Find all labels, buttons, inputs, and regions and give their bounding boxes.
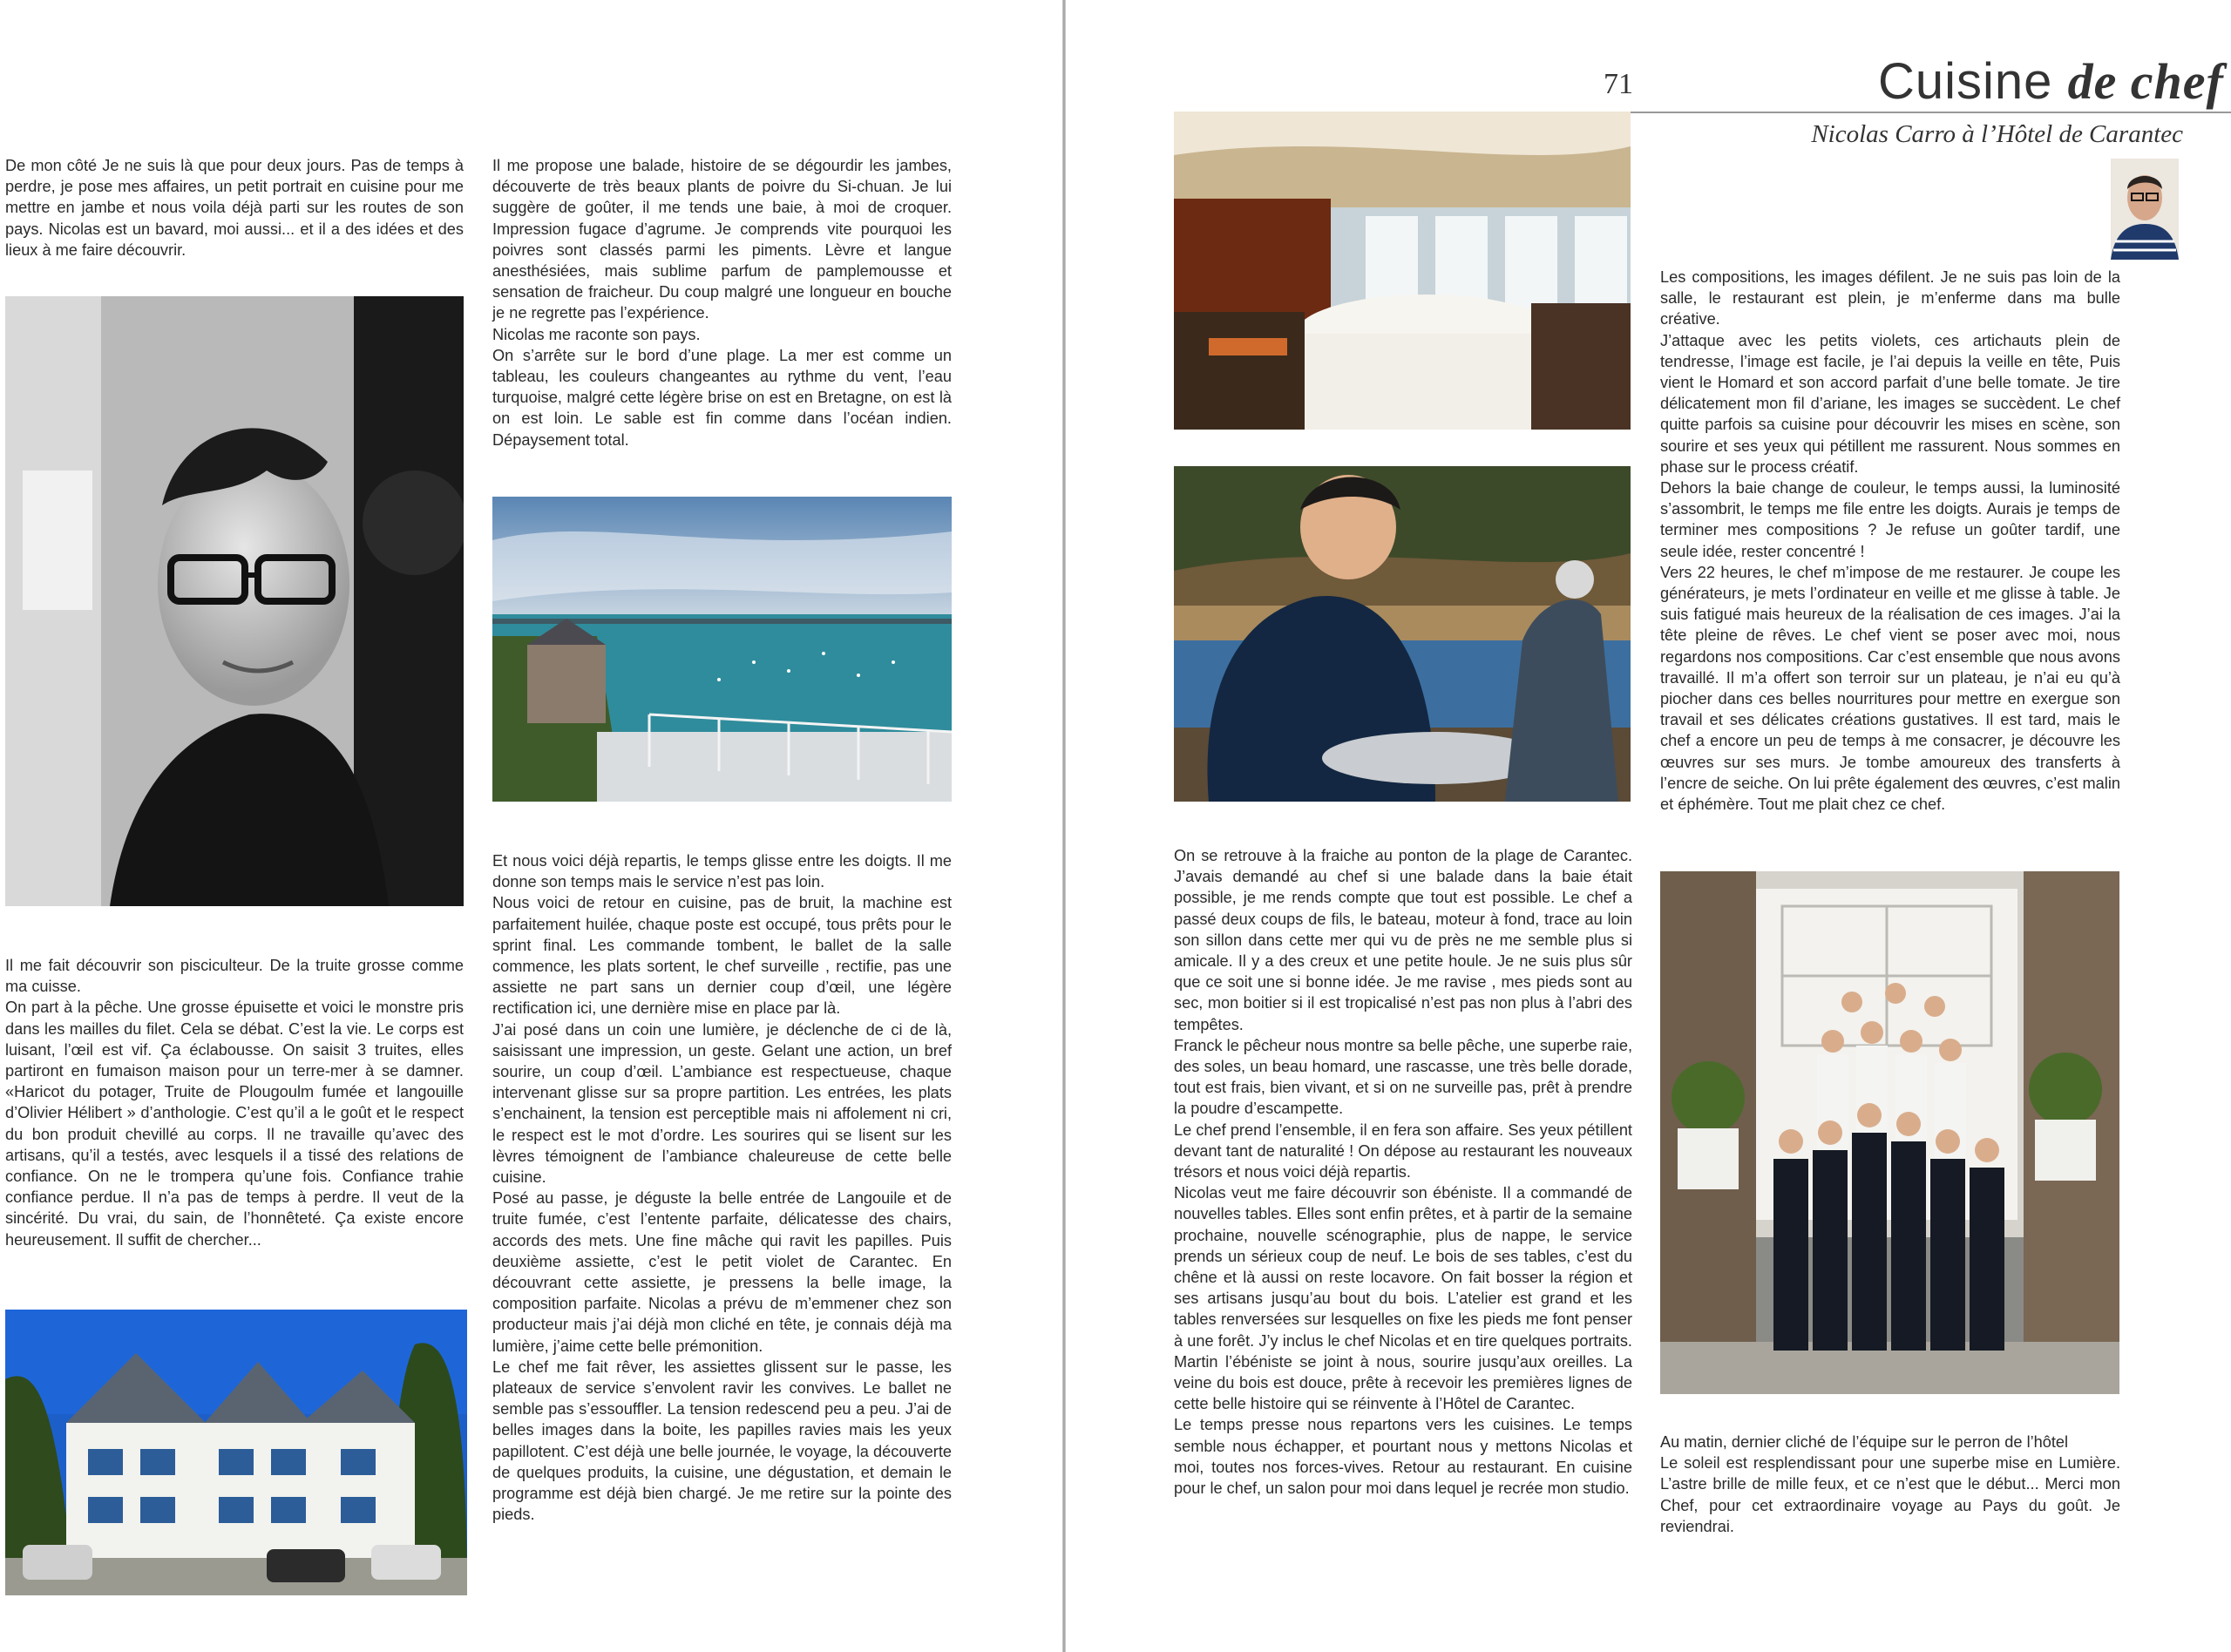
team-photo [1660,871,2119,1394]
paragraph: Posé au passe, je déguste la belle entrée de Langouile et de truite fumée, c’est l’entente parfaite, délicatesse des chairs, accords des mets. Une fine mâche qui ravit les papilles. Puis deuxième assiette, c’est le petit violet de Carantec. En découvrant cette assiette, je pressens la belle image, la composition parfaite. Nicolas a prévu de m’emmener chez son producteur mais j’ai déjà mon cliché en tête, je connais déjà ma lumière, j’aime cette belle prémonition. [492,1189,952,1355]
paragraph: Il me propose une balade, histoire de se dégourdir les jambes, découverte de très beaux plants de poivre du Si-chuan. Je lui suggère de goûter, il me tends une baie, à moi de croquer. Impression fugace d’agrume. Je comprends vite pourquoi les poivres sont classés parmi les piments. Lèvre et langue anesthésiées, mais sublime parfum de pamplemousse et sensation de fraicheur. Du coup malgré une longueur en bouche je ne regrette pas l’expérience. [492,157,952,322]
chef-portrait-photo [5,296,464,906]
paragraph: Nicolas veut me faire découvrir son ébéniste. Il a commandé de nouvelles tables. Elles sont enfin prêtes, et à partir de la semaine prochaine, nouvelle scénographie, plus de nappe, le service prends un sérieux coup de neuf. Le bois de ses tables, c’est du chêne et là aussi on reste locavore. On fait bosser la région et ses artisans jusqu’au bout du bois. L’atelier est grand et les tables renversées sur lesquelles on fixe les pieds me font penser à une forêt. J’y inclus le chef Nicolas et en tire quelques portraits. Martin l’ébéniste se joint à nous, sourire jusqu’aux oreilles. La veine du bois est douce, prête à recevoir les premières lignes de cette belle histoire qui se réinvente à l’Hôtel de Carantec. [1174,1184,1632,1413]
paragraph: On s’arrête sur le bord d’une plage. La mer est comme un tableau, les couleurs changeantes au rythme du vent, l’eau turquoise, malgré cette légère brise on est en Bretagne, on est là on est loin. Le sable est fin comme dans l’océan indien. Dépaysement total. [492,346,952,449]
column-3 [1174,845,1632,1499]
paragraph: J’ai posé dans un coin une lumière, je déclenche de ci de là, saisissant une impression, un geste. Gelant une action, un bref sourire, un coup d’œil. L’ambiance est respectueuse, chaque intervenant glisse sur sa propre partition. Les entrées, les plats s’enchainent, la tension est perceptible mais ni affolement ni cri, le respect est le mot d’ordre. Les sourires qui se lisent sur les lèvres témoignent de l’ambiance chaleureuse de cette belle cuisine. [492,1020,952,1187]
column-1-top [5,155,464,261]
paragraph: Nicolas me raconte son pays. [492,325,701,343]
paragraph: On part à la pêche. Une grosse épuisette et voici le monstre pris dans les mailles du filet. Cela se débat. C’est la vie. Le corps est luisant, l’œil est vif. Ça éclabousse. On saisit 3 truites, elles partiront en fumaison maison pour un terre-mer à se damner. «Haricot du potager, Truite de Plougoulm fumée et langouille d’Olivier Hélibert » d’anthologie. C’est qu’il a le goût et le respect du bon produit chevillé au corps. Il ne travaille qu’avec des artisans, qu’il a testés, avec lesquels il a tissé des relations de confiance. On ne le trompera qu’une fois. Confiance trahie confiance perdue. Il n’a pas de temps à perdre. Il veut de la sincérité. Du vrai, du sain, de l’honnêteté. Ça existe encore heureusement. Il suffit de chercher... [5,999,464,1249]
paragraph: Et nous voici déjà repartis, le temps glisse entre les doigts. Il me donne son temps mais le service n’est pas loin. [492,852,952,891]
header-rule [1604,112,2231,113]
paragraph: J’attaque avec les petits violets, ces artichauts plein de tendresse, l’image est facile, je l’ai depuis la veille en tête, Puis vient le Homard et son accord parfait d’une belle tomate. Je tire délicatement mon fil d’ariane, les images se succèdent. Le chef quitte parfois sa cuisine pour découvrir les mises en scène, son sourire et ses yeux qui pétillent me rassurent. Nous sommes en phase sur le process créatif. [1660,331,2120,476]
section-title-bold: de chef [2067,53,2224,110]
paragraph: Le chef prend l’ensemble, il en fera son affaire. Ses yeux pétillent devant tant de naturalité ! On dépose au restaurant les nouveaux trésors et nous voici déjà repartis. [1174,1121,1632,1181]
paragraph: Le soleil est resplendissant pour une superbe mise en Lumière. L’astre brille de mille feux, et ce n’est que le début... Merci mon Chef, pour cet extraordinaire voyage au Pays du goût. Je reviendrai. [1660,1454,2120,1535]
paragraph: On se retrouve à la fraiche au ponton de la plage de Carantec. J’avais demandé au chef si une balade dans la baie était possible, je me rends compte que tout est possible. Le chef a passé deux coups de fils, le bateau, moteur à fond, trace au loin son sillon dans cette mer qui vu de près ne me semble plus si amicale. Il y a des creux et une petite houle. Je ne suis plus sûr que ce soit une si bonne idée. Je me ravise , mes pieds sont au sec, mon boitier si il est tropicalisé n’est pas non plus à l’abri des tempêtes. [1174,847,1632,1033]
paragraph: Dehors la baie change de couleur, le temps aussi, la luminosité s’assombrit, le temps me file entre les doigts. Aurais je temps de terminer mes compositions ? Je refuse un goûter tardif, une seule idée, rester concentré ! [1660,479,2120,560]
column-2-top [492,155,952,450]
paragraph: Le chef me fait rêver, les assiettes glissent sur le passe, les plateaux de service s’envolent ravir les convives. Le ballet ne semble pas s’essouffler. La tension redescend peu a peu. J’ai de belles images dans la boite, les papilles ravies mais les yeux papillotent. C’est déjà une belle journée, le voyage, la découverte de quelques produits, la cuisine, une dégustation, et demain le programme est déjà bien chargé. Je me retire sur la pointe des pieds. [492,1357,952,1524]
paragraph: Vers 22 heures, le chef m’impose de me restaurer. Je coupe les générateurs, je mets l’ordinateur en veille et me glisse à table. Je suis fatigué mais heureux de la réalisation de ces images. J’ai la tête pleine de rêves. Le chef vient se poser avec moi, nous regardons nos compositions. Car c’est ensemble que nous avons travaillé. Il m’a offert son terroir sur un plateau, je n’ai eu qu’à piocher dans ces belles nourritures pour mettre en exergue son travail et ses délicates créations gustatives. Il est tard, mais le chef a encore un peu de temps à me consacrer, je découvre les œuvres sur ses murs. Je tombe amoureux des transferts à l’encre de seiche. On lui prête également des œuvres, c’est malin et éphémère. Tout me plait chez ce chef. [1660,563,2120,814]
paragraph: Le temps presse nous repartons vers les cuisines. Le temps semble nous échapper, et pourtant nous y mettons Nicolas et moi, toutes nos forces-vives. Retour au restaurant. En cuisine pour le chef, un salon pour moi dans lequel je recrée mon studio. [1174,1416,1632,1498]
page-number: 71 [1604,68,1633,100]
article-subtitle: Nicolas Carro à l’Hôtel de Carantec [1811,120,2183,148]
paragraph: De mon côté Je ne suis là que pour deux jours. Pas de temps à perdre, je pose mes affaires, un petit portrait en cuisine pour me mettre en jambe et nous voila déjà parti sur les routes de son pays. Nicolas est un bavard, moi aussi... et il a des idées et des lieux à me faire découvrir. [5,157,464,259]
paragraph: Au matin, dernier cliché de l’équipe sur le perron de l’hôtel [1660,1433,2069,1451]
fish-catch-photo [1174,466,1631,802]
paragraph: Il me fait découvrir son pisciculteur. De la truite grosse comme ma cuisse. [5,957,464,996]
bay-view-photo [492,497,952,802]
paragraph: Nous voici de retour en cuisine, pas de bruit, la machine est parfaitement huilée, chaque poste est occupé, tous prêts pour le sprint final. Les commande tombent, le ballet de la salle commence, les plats sortent, le chef surveille , rectifie, pas une assiette ne part sans un dernier coup d’œil, une légère rectification ici, une dernière mise en place par là. [492,894,952,1018]
hotel-facade-photo [5,1310,467,1595]
column-4-top [1660,267,2120,815]
paragraph: Les compositions, les images défilent. Je ne suis pas loin de la salle, le restaurant est plein, je m’enferme dans ma bulle créative. [1660,268,2120,328]
author-thumbnail-photo [2111,159,2179,260]
section-title [1878,52,2224,111]
column-2-bottom [492,850,952,1526]
page-gutter [1062,0,1066,1652]
restaurant-room-photo [1174,112,1631,430]
column-1-middle [5,955,464,1250]
section-title-light: Cuisine [1878,53,2053,110]
paragraph: Franck le pêcheur nous montre sa belle pêche, une superbe raie, des soles, un beau homard, une rascasse, une très belle dorade, tout est frais, bien vivant, et si on ne surveille pas, prêt à prendre la poudre d’escampette. [1174,1036,1632,1118]
column-4-bottom [1660,1432,2120,1537]
